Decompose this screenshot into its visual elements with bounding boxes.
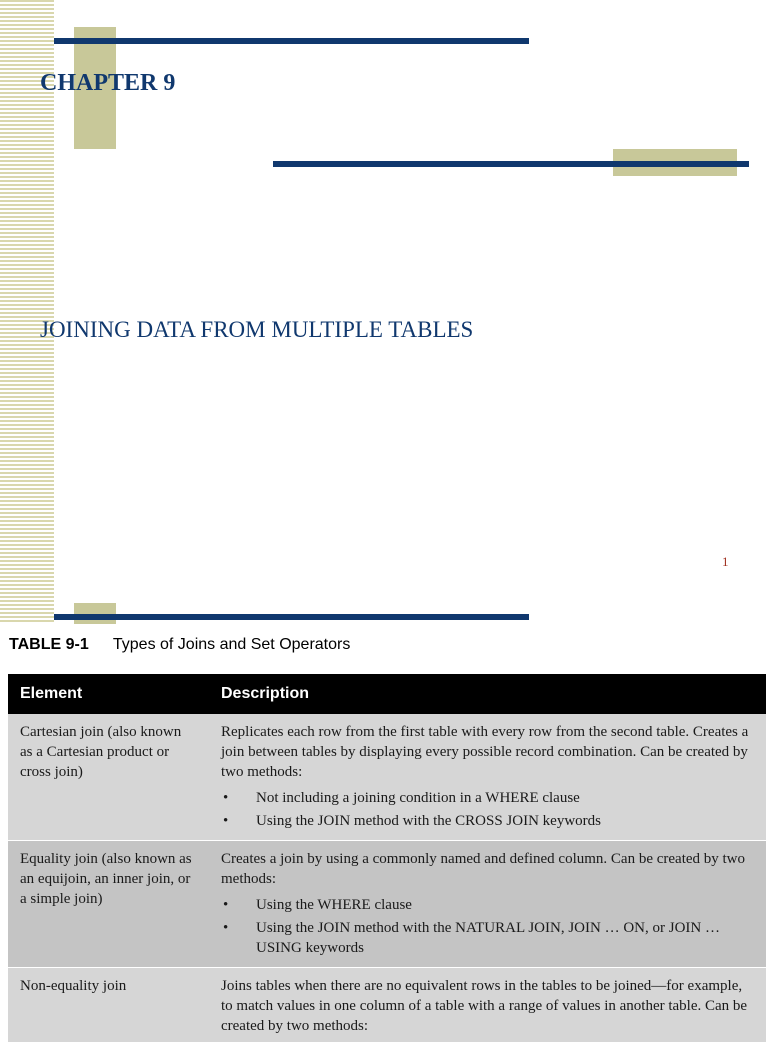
table-header-row: [8, 674, 766, 714]
table-caption-number: TABLE 9-1: [9, 636, 89, 653]
element-cell: Non-equality join: [8, 968, 209, 1042]
bullet-item: • Using the JOIN method with the NATURAL JOIN, JOIN … ON, or JOIN … USING keywords: [221, 918, 754, 958]
bullet-item: • Using the JOIN method with the CROSS JOIN keywords: [221, 811, 754, 831]
bullet-list: [221, 788, 754, 831]
table-caption: [9, 636, 350, 654]
joins-table: [8, 674, 766, 1042]
column-header-element: Element: [8, 674, 209, 714]
description-text: Joins tables when there are no equivalent rows in the tables to be joined—for example, to match values in one column of a table with a range of values in another table. Can be created by two methods:: [221, 976, 754, 1036]
table-row: [8, 714, 766, 841]
decorative-bar: [54, 38, 529, 44]
page-number: 1: [722, 554, 729, 570]
table-row: [8, 968, 766, 1042]
description-text: Replicates each row from the first table with every row from the second table. Creates a join between tables by displaying every possible record combination. Can be created by two methods:: [221, 722, 754, 782]
slide-subtitle: JOINING DATA FROM MULTIPLE TABLES: [40, 317, 473, 343]
description-text: Creates a join by using a commonly named and defined column. Can be created by two methods:: [221, 849, 754, 889]
table-caption-title: Types of Joins and Set Operators: [113, 636, 350, 653]
table-row: [8, 841, 766, 968]
description-cell: [209, 841, 766, 968]
chapter-title: CHAPTER 9: [40, 70, 175, 97]
column-header-description: Description: [209, 674, 766, 714]
bullet-item: • Using the WHERE clause: [221, 895, 754, 915]
element-cell: Cartesian join (also known as a Cartesian product or cross join): [8, 714, 209, 841]
bullet-item: • Not including a joining condition in a WHERE clause: [221, 788, 754, 808]
element-cell: Equality join (also known as an equijoin, an inner join, or a simple join): [8, 841, 209, 968]
bullet-list: [221, 895, 754, 958]
description-cell: [209, 714, 766, 841]
decorative-bar: [273, 161, 749, 167]
decorative-bar: [54, 614, 529, 620]
description-cell: [209, 968, 766, 1042]
